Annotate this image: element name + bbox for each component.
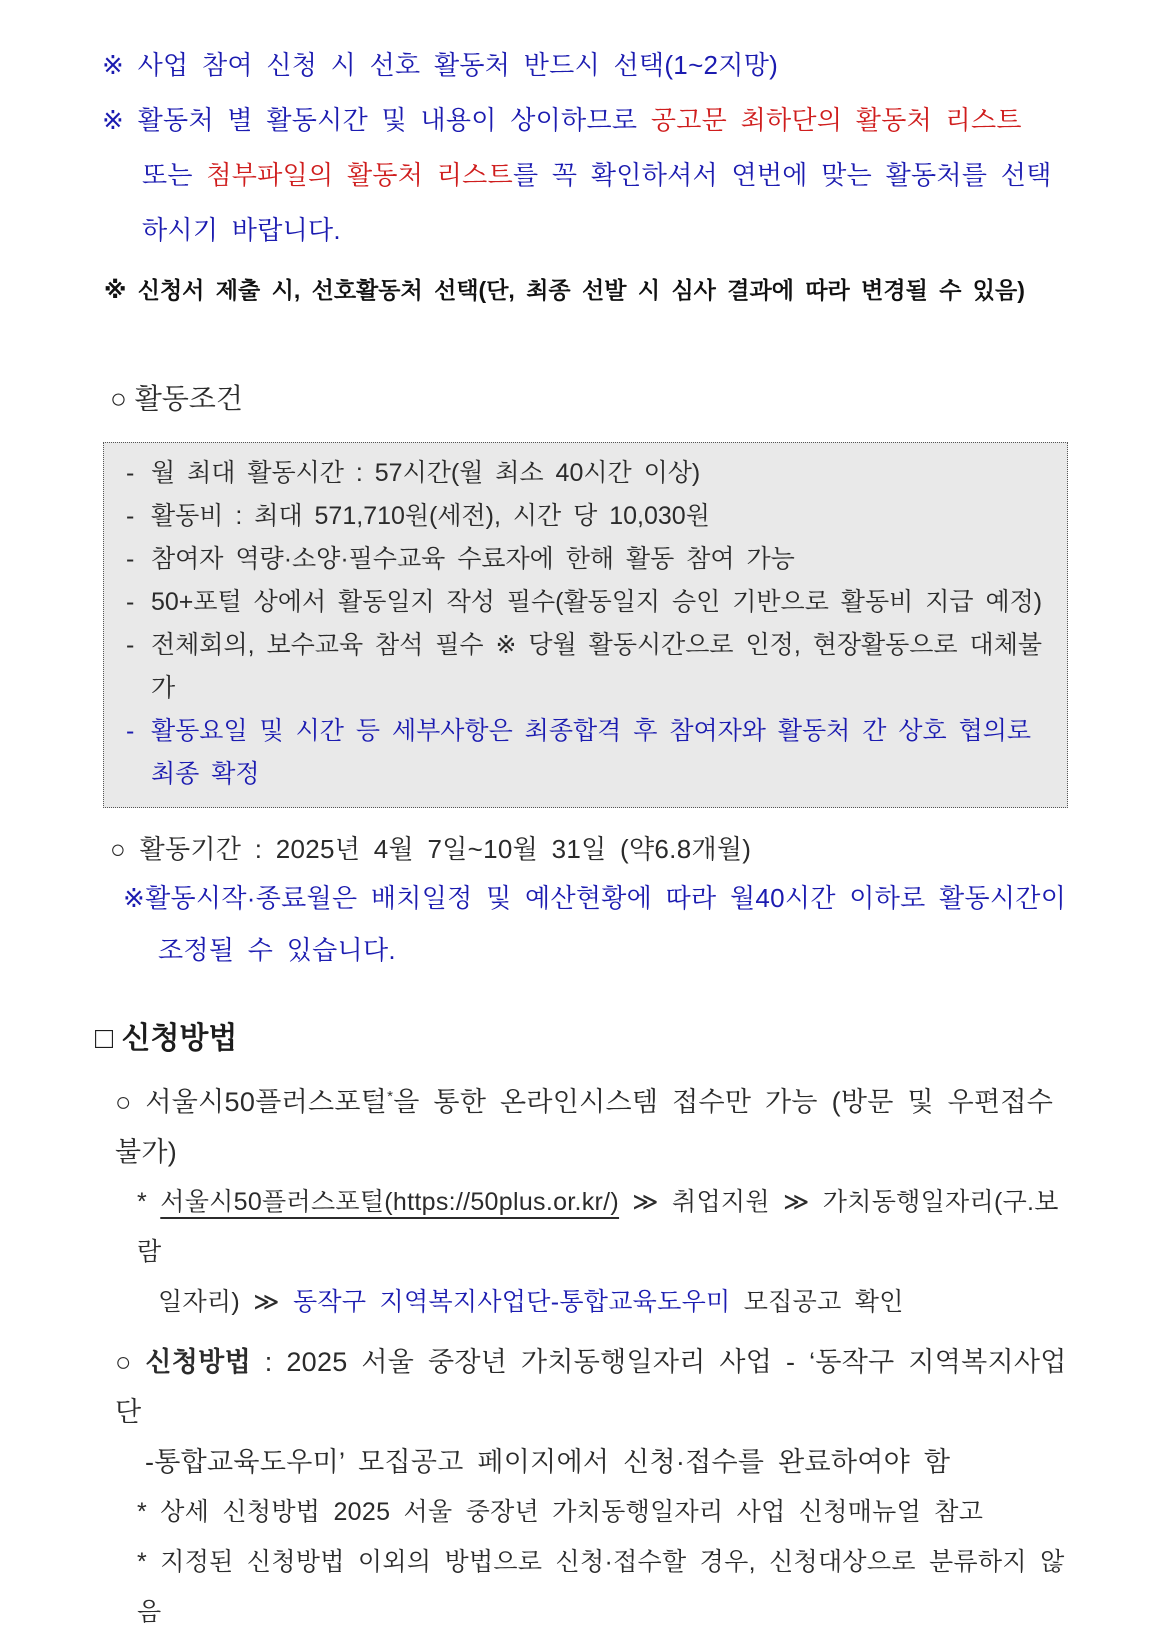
portal-path-text: 일자리) ≫: [158, 1288, 293, 1316]
condition-item: [104, 538, 1051, 581]
dash-bullet: -: [126, 459, 135, 487]
apply-header: [95, 1016, 1080, 1062]
notice-text: ※ 활동처 별 활동시간 및 내용이 상이하므로: [102, 105, 651, 135]
condition-text: 50+포털 상에서 활동일지 작성 필수(활동일지 승인 기반으로 활동비 지급 예정): [151, 588, 1043, 616]
notice-text: 또는: [142, 160, 207, 190]
online-text: 을 통한 온라인시스템 접수만 가능 (방문 및 우편접수 불가): [115, 1087, 1054, 1167]
dash-bullet: -: [126, 631, 135, 659]
notice-line-2: [102, 93, 1080, 148]
notice-text: ※ 사업 참여 신청 시 선호 활동처 반드시 선택(1~2지망): [102, 50, 779, 80]
method-line-2: -통합교육도우미’ 모집공고 페이지에서 신청·접수를 완료하여야 함: [145, 1447, 951, 1477]
invalid-method-note: * 지정된 신청방법 이외의 방법으로 신청·접수할 경우, 신청대상으로 분류하지 않음: [137, 1548, 1065, 1626]
condition-item: [104, 581, 1051, 624]
notice-line-3: [142, 148, 1080, 203]
notice-text: 를 꼭 확인하셔서 연번에 맞는 활동처를 선택: [512, 160, 1052, 190]
conditions-header: [110, 378, 1080, 420]
condition-text: 활동요일 및 시간 등 세부사항은 최종합격 후 참여자와 활동처 간 상호 협의로 최종 확정: [151, 717, 1032, 788]
condition-item: [104, 710, 1051, 796]
conditions-section: [95, 378, 1080, 808]
method-text: : 2025 서울 중장년 가치동행일자리 사업 - ‘동작구 지역복지사업단: [115, 1347, 1067, 1427]
condition-text: 활동비 : 최대 571,710원(세전), 시간 당 10,030원: [151, 502, 710, 530]
notice-line-4: [142, 203, 1080, 258]
footnote-asterisk: *: [387, 1088, 394, 1105]
activity-period-section: [95, 826, 1080, 976]
program-name: 동작구 지역복지사업단-통합교육도우미: [292, 1288, 731, 1316]
notice-text: 하시기 바랍니다.: [142, 215, 341, 245]
footnote-star: *: [137, 1188, 161, 1216]
section-title: 신청방법: [121, 1022, 238, 1055]
portal-link[interactable]: 서울시50플러스포털(https://50plus.or.kr/): [160, 1188, 620, 1216]
manual-note: * 상세 신청방법 2025 서울 중장년 가치동행일자리 사업 신청매뉴얼 참고: [137, 1498, 984, 1526]
submission-note: ※ 신청서 제출 시, 선호활동처 선택(단, 최종 선발 시 심사 결과에 따라 변경될 수 있음): [104, 277, 1025, 303]
notice-highlight: 공고문 최하단의 활동처 리스트: [650, 105, 1022, 135]
dash-bullet: -: [126, 545, 135, 573]
period-note-line-1: ※활동시작·종료월은 배치일정 및 예산현황에 따라 월40시간 이하로 활동시간이: [123, 883, 1067, 913]
condition-item: [104, 452, 1051, 495]
circle-bullet: ○: [110, 383, 127, 414]
condition-text: 전체회의, 보수교육 참석 필수 ※ 당월 활동시간으로 인정, 현장활동으로 대체불가: [151, 631, 1043, 702]
dash-bullet: -: [126, 588, 135, 616]
section-title: 활동조건: [134, 383, 243, 414]
conditions-box: [103, 442, 1068, 808]
condition-item: [104, 495, 1051, 538]
portal-path-line-2: [158, 1277, 1080, 1327]
circle-bullet: ○: [115, 1347, 146, 1377]
period-note-line-2: 조정될 수 있습니다.: [158, 935, 396, 965]
method-line-1: [115, 1337, 1080, 1437]
condition-text: 참여자 역량·소양·필수교육 수료자에 한해 활동 참여 가능: [151, 545, 795, 573]
circle-bullet: ○: [110, 834, 127, 864]
period-header: [110, 826, 1080, 872]
portal-path-text: ≫ 취업지원 ≫ 가치동행일자리(구.보람: [137, 1188, 1059, 1266]
online-text: ○ 서울시50플러스포털: [115, 1087, 388, 1117]
portal-path-text: 모집공고 확인: [730, 1288, 904, 1316]
method-label: 신청방법: [145, 1347, 251, 1377]
online-only-line: [115, 1072, 1080, 1177]
condition-text: 월 최대 활동시간 : 57시간(월 최소 40시간 이상): [151, 459, 701, 487]
portal-path-line-1: [137, 1177, 1080, 1277]
square-bullet: □: [95, 1022, 114, 1055]
application-method-section: [95, 1016, 1080, 1637]
dash-bullet: -: [126, 502, 135, 530]
notice-line-1: [102, 38, 1080, 93]
condition-item: [104, 624, 1051, 710]
dash-bullet: -: [126, 717, 135, 745]
intro-notices: [95, 38, 1080, 310]
notice-highlight: 첨부파일의 활동처 리스트: [206, 160, 513, 190]
period-text: 활동기간 : 2025년 4월 7일~10월 31일 (약6.8개월): [139, 834, 752, 864]
